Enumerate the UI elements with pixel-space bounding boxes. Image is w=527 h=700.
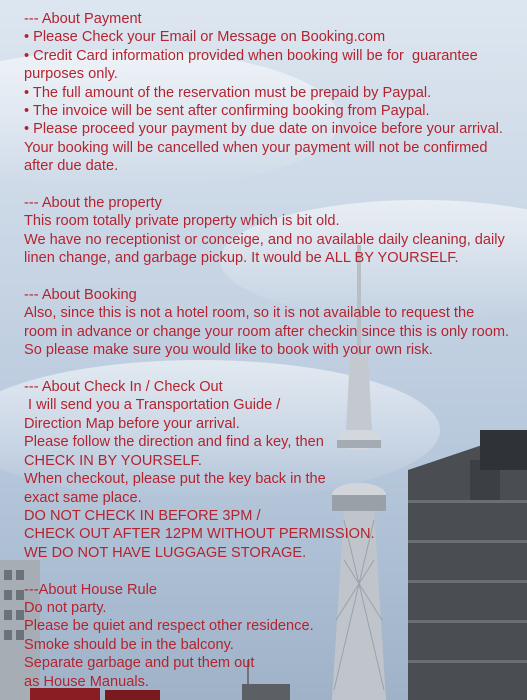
text-line: CHECK OUT AFTER 12PM WITHOUT PERMISSION.	[24, 526, 375, 543]
section-payment	[24, 10, 520, 176]
spacer	[24, 176, 520, 194]
text-line: • Please proceed your payment by due date on invoice before your arrival.	[24, 121, 503, 138]
text-line: Do not party.	[24, 599, 107, 616]
text-line: Please follow the direction and find a key, then	[24, 434, 324, 451]
spacer	[24, 268, 520, 286]
text-line: • Credit Card information provided when booking will be for guarantee	[24, 47, 478, 64]
notice-text	[24, 10, 520, 691]
text-line: When checkout, please put the key back in the	[24, 471, 326, 488]
text-line: • The invoice will be sent after confirming booking from Paypal.	[24, 103, 430, 120]
section-heading: --- About Payment	[24, 11, 142, 27]
section-houserule	[24, 581, 520, 691]
text-line: purposes only.	[24, 66, 118, 83]
text-line: room in advance or change your room after checkin since this is only room.	[24, 323, 510, 340]
text-line: So please make sure you would like to book with your own risk.	[24, 342, 433, 359]
text-line: Your booking will be cancelled when your payment will not be confirmed	[24, 139, 488, 156]
text-line: DO NOT CHECK IN BEFORE 3PM /	[24, 507, 261, 524]
text-line: Please be quiet and respect other residence.	[24, 618, 314, 635]
text-line: Direction Map before your arrival.	[24, 415, 240, 432]
text-line: WE DO NOT HAVE LUGGAGE STORAGE.	[24, 544, 307, 561]
spacer	[24, 360, 520, 378]
text-line: Smoke should be in the balcony.	[24, 636, 234, 653]
text-line: This room totally private property which is bit old.	[24, 213, 340, 230]
text-line: Separate garbage and put them out	[24, 655, 255, 672]
text-line: Also, since this is not a hotel room, so it is not available to request the	[24, 305, 475, 322]
spacer	[24, 562, 520, 580]
text-line: I will send you a Transportation Guide /	[24, 397, 281, 414]
text-line: • Please Check your Email or Message on Booking.com	[24, 29, 386, 46]
section-heading: --- About the property	[24, 195, 162, 212]
text-line: after due date.	[24, 158, 119, 175]
text-line: as House Manuals.	[24, 673, 149, 690]
text-line: We have no receptionist or conceige, and no available daily cleaning, daily	[24, 231, 505, 248]
rooftop	[105, 690, 160, 700]
text-line: CHECK IN BY YOURSELF.	[24, 452, 202, 469]
text-line: • The full amount of the reservation must be prepaid by Paypal.	[24, 84, 432, 101]
text-line: exact same place.	[24, 489, 142, 506]
text-line: linen change, and garbage pickup. It would be ALL BY YOURSELF.	[24, 250, 459, 267]
section-heading: --- About Check In / Check Out	[24, 379, 223, 396]
section-heading: --- About Booking	[24, 287, 137, 304]
section-heading: ---About House Rule	[24, 581, 158, 598]
section-booking	[24, 286, 520, 360]
section-checkin	[24, 378, 520, 562]
section-property	[24, 194, 520, 268]
